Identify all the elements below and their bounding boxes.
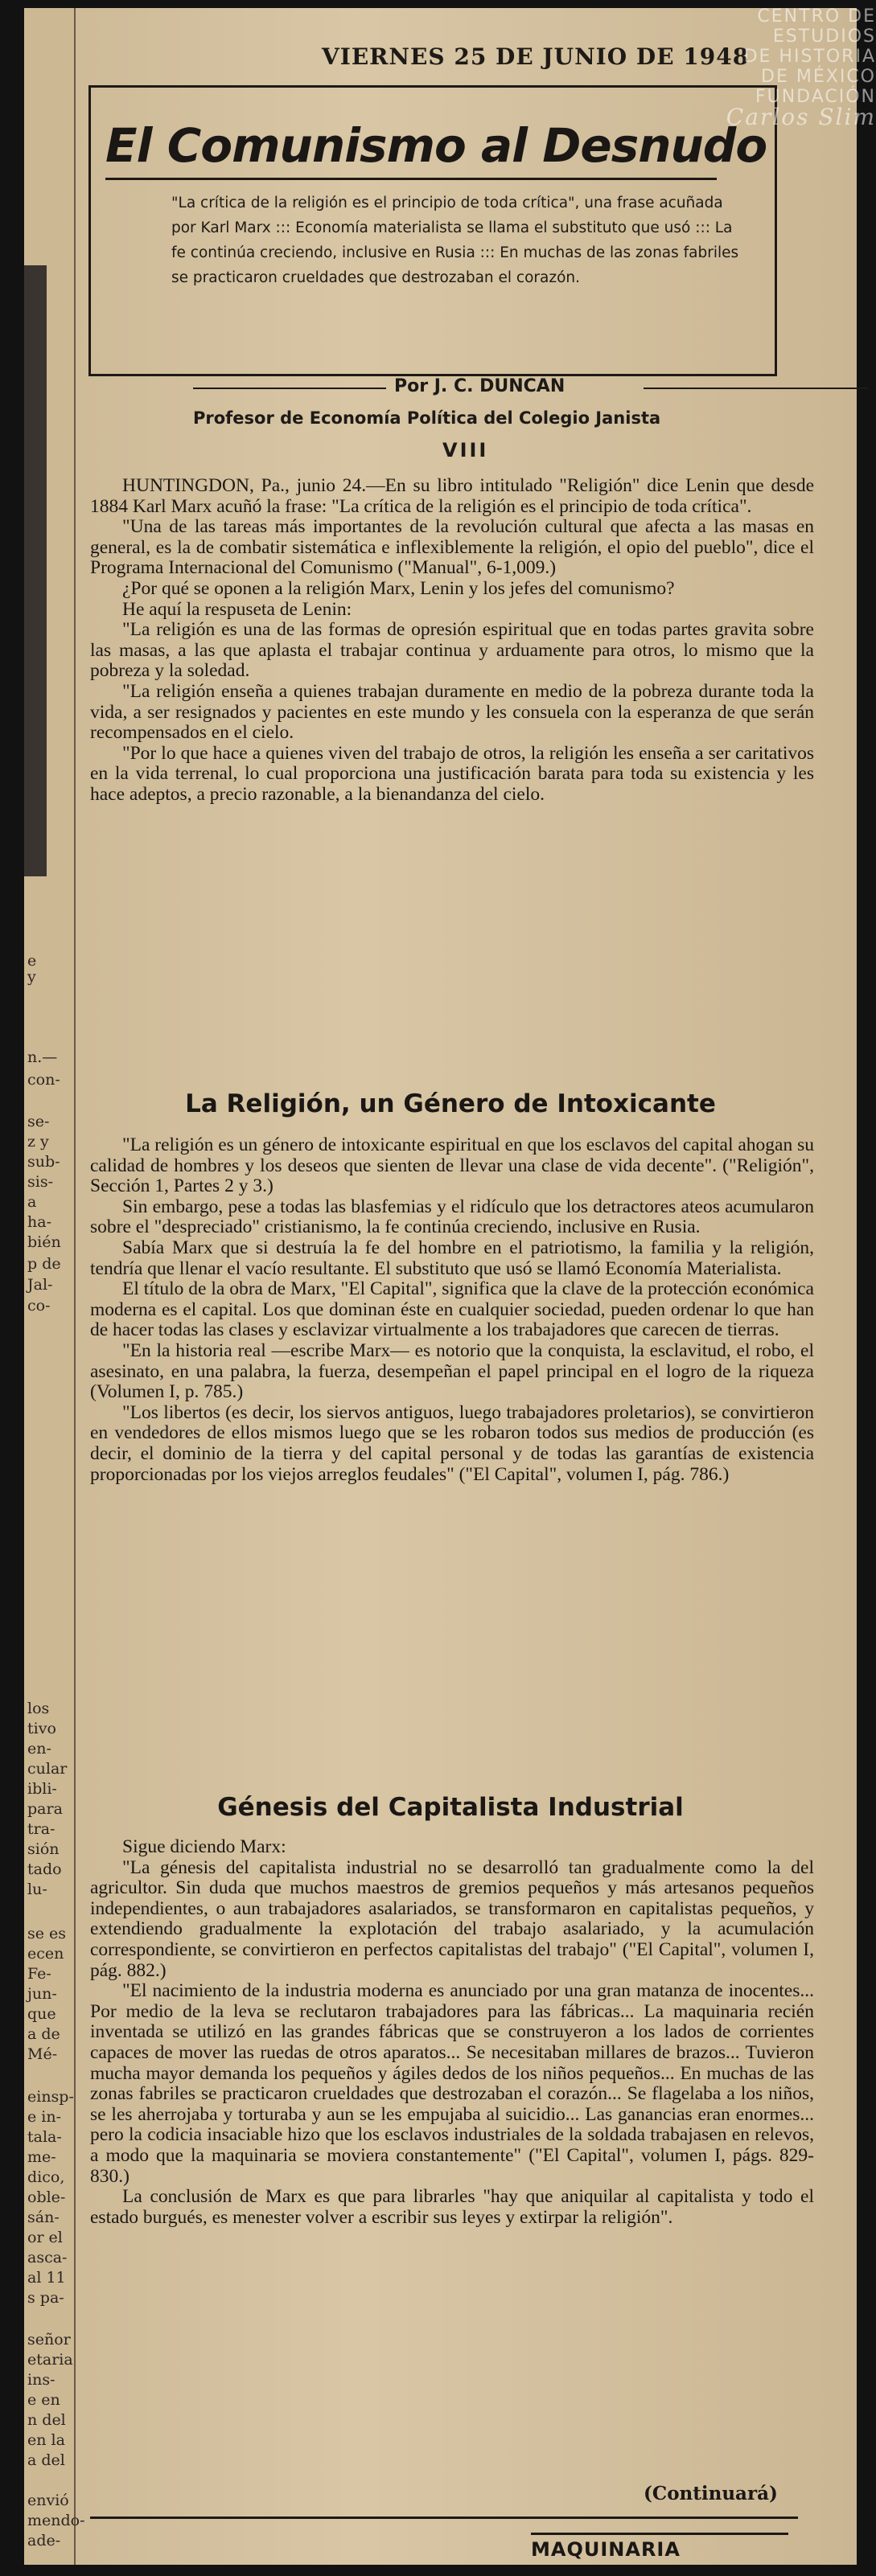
paragraph: La conclusión de Marx es que para librarles "hay que aniquilar al capitalista y todo el estado burgués, es menester volver a escribir sus leyes y extirpar la religión". bbox=[90, 2186, 814, 2228]
summary: "La crítica de la religión es el principio de toda crítica", una frase acuñada por Karl Marx ::: Economía materialista se llama el substituto que usó ::: La fe continúa creciendo, inclusive en Rusia ::: En muchas de las zonas fabriles se practicaron crueldades que destrozaban el corazón. bbox=[171, 195, 739, 286]
column-fragment: or el bbox=[27, 2229, 63, 2246]
column-fragment: a del bbox=[27, 2451, 65, 2469]
paragraph: "Por lo que hace a quienes viven del trabajo de otros, la religión les enseña a ser caritativos en la vida terrenal, lo cual proporciona una justificación barata para toda su existencia y les hace adeptos, a precio razonable, a la bienandanza del cielo. bbox=[90, 742, 814, 805]
paragraph: "La religión es un género de intoxicante espiritual en que los esclavos del capital ahogan su calidad de hombres y los deseos que sienten de llevar una clase de vida decente". ("Religión", Sección 1, Partes 2 y 3.) bbox=[90, 1134, 814, 1197]
paragraph: "La religión es una de las formas de opresión espiritual que en todas partes gravita sobre las masas, a las que aplasta el trabajar continua y arduamente para otros, lo mismo que la pobreza y la soledad. bbox=[90, 619, 814, 682]
column-fragment: z y bbox=[27, 1133, 49, 1151]
paragraph: "En la historia real —escribe Marx— es notorio que la conquista, la esclavitud, el robo, el asesinato, en una palabra, la fuerza, desempeñan el papel principal en el logro de la riqueza (Volumen I, p. 785.) bbox=[90, 1339, 814, 1403]
paragraph: "Los libertos (es decir, los siervos antiguos, luego trabajadores proletarios), se convirtieron en vendedores de ellos mismos luego que se les robaron todos sus medios de producción (es decir, el dominio de la tierra y del capital personal y de todas las garantías de existencia proporcionadas por los viejos arreglos feudales" ("El Capital", volumen I, pág. 786.) bbox=[90, 1401, 814, 1485]
paragraph: He aquí la respuseta de Lenin: bbox=[122, 598, 352, 620]
column-fragment: con- bbox=[27, 1071, 60, 1089]
column-fragment: me- bbox=[27, 2148, 56, 2166]
column-fragment: a bbox=[27, 1193, 37, 1211]
paragraph: Sabía Marx que si destruía la fe del hombre en el patriotismo, la familia y la religión, tendría que llenar el vacío resultante. El substituto que usó se llamó Economía Materialista. bbox=[90, 1237, 814, 1279]
column-fragment: tala- bbox=[27, 2128, 62, 2146]
column-fragment: n del bbox=[27, 2411, 66, 2429]
column-fragment: oble- bbox=[27, 2188, 66, 2206]
watermark-signature: Carlos Slim bbox=[726, 104, 876, 130]
watermark-line: FUNDACIÓN bbox=[755, 87, 876, 107]
article bbox=[80, 8, 853, 2565]
column-fragment: asca- bbox=[27, 2249, 68, 2266]
column-fragment: jun- bbox=[27, 1985, 57, 2003]
subhead-religion: La Religión, un Género de Intoxicante bbox=[185, 1089, 716, 1118]
column-fragment: Mé- bbox=[27, 2045, 58, 2063]
column-fragment: se es bbox=[27, 1925, 67, 1942]
column-fragment: en- bbox=[27, 1740, 51, 1758]
paragraph: "La religión enseña a quienes trabajan duramente en medio de la pobreza durante toda la vida, a ser resignados y pacientes en este mundo y les consuela con la esperanza de que serán recompensados en el cielo. bbox=[90, 680, 814, 744]
paragraph: HUNTINGDON, Pa., junio 24.—En su libro intitulado "Religión" dice Lenin que desde 1884 Karl Marx acuñó la frase: "La crítica de la religión es el principio de toda crítica". bbox=[90, 475, 814, 517]
next-article-head: MAQUINARIA bbox=[531, 2533, 788, 2561]
column-fragment: ins- bbox=[27, 2371, 56, 2389]
part-number: VIII bbox=[442, 439, 489, 461]
headline-rule bbox=[105, 178, 717, 180]
paragraph: "Una de las tareas más importantes de la revolución cultural que afecta a las masas en general, es la de combatir sistemática e inflexiblemente la religión, el opio del pueblo", dice el Programa Internacional del Comunismo ("Manual", 6-1,009.) bbox=[90, 516, 814, 579]
watermark-line: CENTRO DE bbox=[757, 6, 876, 27]
photo-edge-strip bbox=[24, 265, 47, 876]
column-fragment: señor bbox=[27, 2331, 71, 2348]
continued-note: (Continuará) bbox=[644, 2483, 778, 2504]
column-fragment: sis- bbox=[27, 1173, 53, 1191]
bottom-rule bbox=[90, 2517, 798, 2519]
column-fragment: dico, bbox=[27, 2168, 65, 2186]
watermark-line: ESTUDIOS bbox=[772, 27, 876, 47]
column-fragment: sán- bbox=[27, 2209, 60, 2226]
column-fragment: para bbox=[27, 1800, 63, 1818]
column-fragment: e en bbox=[27, 2391, 60, 2409]
column-fragment: tado bbox=[27, 1860, 62, 1878]
headline-box bbox=[88, 85, 777, 376]
paragraph: El título de la obra de Marx, "El Capital", significa que la clave de la protección económica moderna es el capital. Los que dominan éste en cualquier sociedad, pueden ordenar lo que han de hacer todas las clases y esclavizar virtualmente a los trabajadores que carecen de tierras. bbox=[90, 1278, 814, 1341]
column-fragment: sión bbox=[27, 1840, 60, 1858]
column-fragment: tra- bbox=[27, 1820, 56, 1838]
column-fragment: einsp- bbox=[27, 2088, 74, 2106]
author-title: Profesor de Economía Política del Colegio Janista bbox=[193, 408, 661, 428]
section-1 bbox=[90, 476, 814, 806]
column-fragment: mendo- bbox=[27, 2512, 85, 2529]
column-fragment: e in- bbox=[27, 2108, 62, 2126]
column-fragment: n.— bbox=[27, 1048, 58, 1066]
dateline: VIERNES 25 DE JUNIO DE 1948 bbox=[322, 43, 750, 70]
newspaper-clipping bbox=[24, 8, 857, 2565]
archive-watermark bbox=[715, 6, 876, 130]
byline-rule-left bbox=[193, 388, 386, 389]
column-fragment: al 11 bbox=[27, 2269, 66, 2287]
column-fragment: tivo bbox=[27, 1720, 56, 1737]
column-fragment: en la bbox=[27, 2431, 65, 2449]
column-fragment: e bbox=[27, 952, 37, 970]
column-fragment: bién bbox=[27, 1233, 61, 1251]
column-fragment: ade- bbox=[27, 2532, 61, 2549]
adjacent-column-fragments bbox=[24, 8, 85, 2565]
column-fragment: envió bbox=[27, 2492, 69, 2509]
paragraph: ¿Por qué se oponen a la religión Marx, Lenin y los jefes del comunismo? bbox=[122, 577, 675, 599]
byline: Por J. C. DUNCAN bbox=[394, 376, 565, 396]
column-fragment: a de bbox=[27, 2025, 60, 2043]
column-fragment: Fe- bbox=[27, 1965, 51, 1983]
paragraph: "El nacimiento de la industria moderna es anunciado por una gran matanza de inocentes... Por medio de la leva se reclutaron trabajadores para las fábricas... La maquinaria recién inventada se utilizó en las grandes fábricas que se construyeron a los lados de corrientes capaces de mover las ruedas de otros aparatos... Se necesitaban millares de brazos... Tuvieron mucha mayor demanda los pequeños y ágiles dedos de los niños pequeños... En muchas de las zonas fabriles se practicaron crueldades que destrozaban el corazón... Se flagelaba a los niños, se les aherrojaba y torturaba y aun se les empujaba al suicidio... Las ganancias eran enormes... pero la codicia insaciable hizo que los esclavos industriales de la soldada trabajasen en relevos, a modo que la maquinaria se moviera constantemente" ("El Capital", volumen I, págs. 829-830.) bbox=[90, 1980, 814, 2187]
column-fragment: que bbox=[27, 2005, 56, 2023]
paragraph: Sin embargo, pese a todas las blasfemias y el ridículo que los detractores ateos acumularon sobre el "despreciado" cristianismo, la fe continúa creciendo, inclusive en Rusia. bbox=[90, 1196, 814, 1238]
column-fragment: cular bbox=[27, 1760, 68, 1778]
column-fragment: s pa- bbox=[27, 2289, 64, 2307]
column-fragment: se- bbox=[27, 1113, 50, 1130]
column-fragment: p de bbox=[27, 1255, 61, 1273]
watermark-line: DE HISTORIA bbox=[743, 47, 876, 67]
subhead-genesis: Génesis del Capitalista Industrial bbox=[217, 1793, 684, 1822]
paragraph: "La génesis del capitalista industrial no se desarrolló tan gradualmente como la del agricultor. Sin duda que muchos maestros de gremios pequeños y más artesanos pequeños independientes, o aun trabajadores asalariados, se transformaron en capitalistas pequeños, y extendiendo gradualmente la explotación del trabajo asalariado, y la acumulación correspondiente, se convirtieron en perfectos capitalistas del trabajo" ("El Capital", volumen I, pág. 882.) bbox=[90, 1856, 814, 1981]
column-fragment: ecen bbox=[27, 1945, 64, 1963]
column-fragment: etaria bbox=[27, 2351, 73, 2369]
headline: El Comunismo al Desnudo bbox=[105, 118, 767, 173]
byline-row bbox=[193, 376, 869, 400]
column-fragment: Jal- bbox=[27, 1276, 53, 1294]
column-fragment: sub- bbox=[27, 1153, 60, 1171]
column-fragment: ha- bbox=[27, 1213, 51, 1231]
column-fragment: ibli- bbox=[27, 1780, 57, 1798]
column-fragment: y bbox=[27, 968, 36, 986]
column-fragment: co- bbox=[27, 1297, 51, 1315]
column-fragment: los bbox=[27, 1700, 50, 1717]
byline-rule-right bbox=[644, 388, 869, 389]
section-3 bbox=[90, 1837, 814, 2228]
paragraph: Sigue diciendo Marx: bbox=[122, 1836, 286, 1857]
watermark-line: DE MÉXICO bbox=[761, 67, 876, 87]
column-fragment: lu- bbox=[27, 1881, 47, 1898]
section-2 bbox=[90, 1135, 814, 1485]
